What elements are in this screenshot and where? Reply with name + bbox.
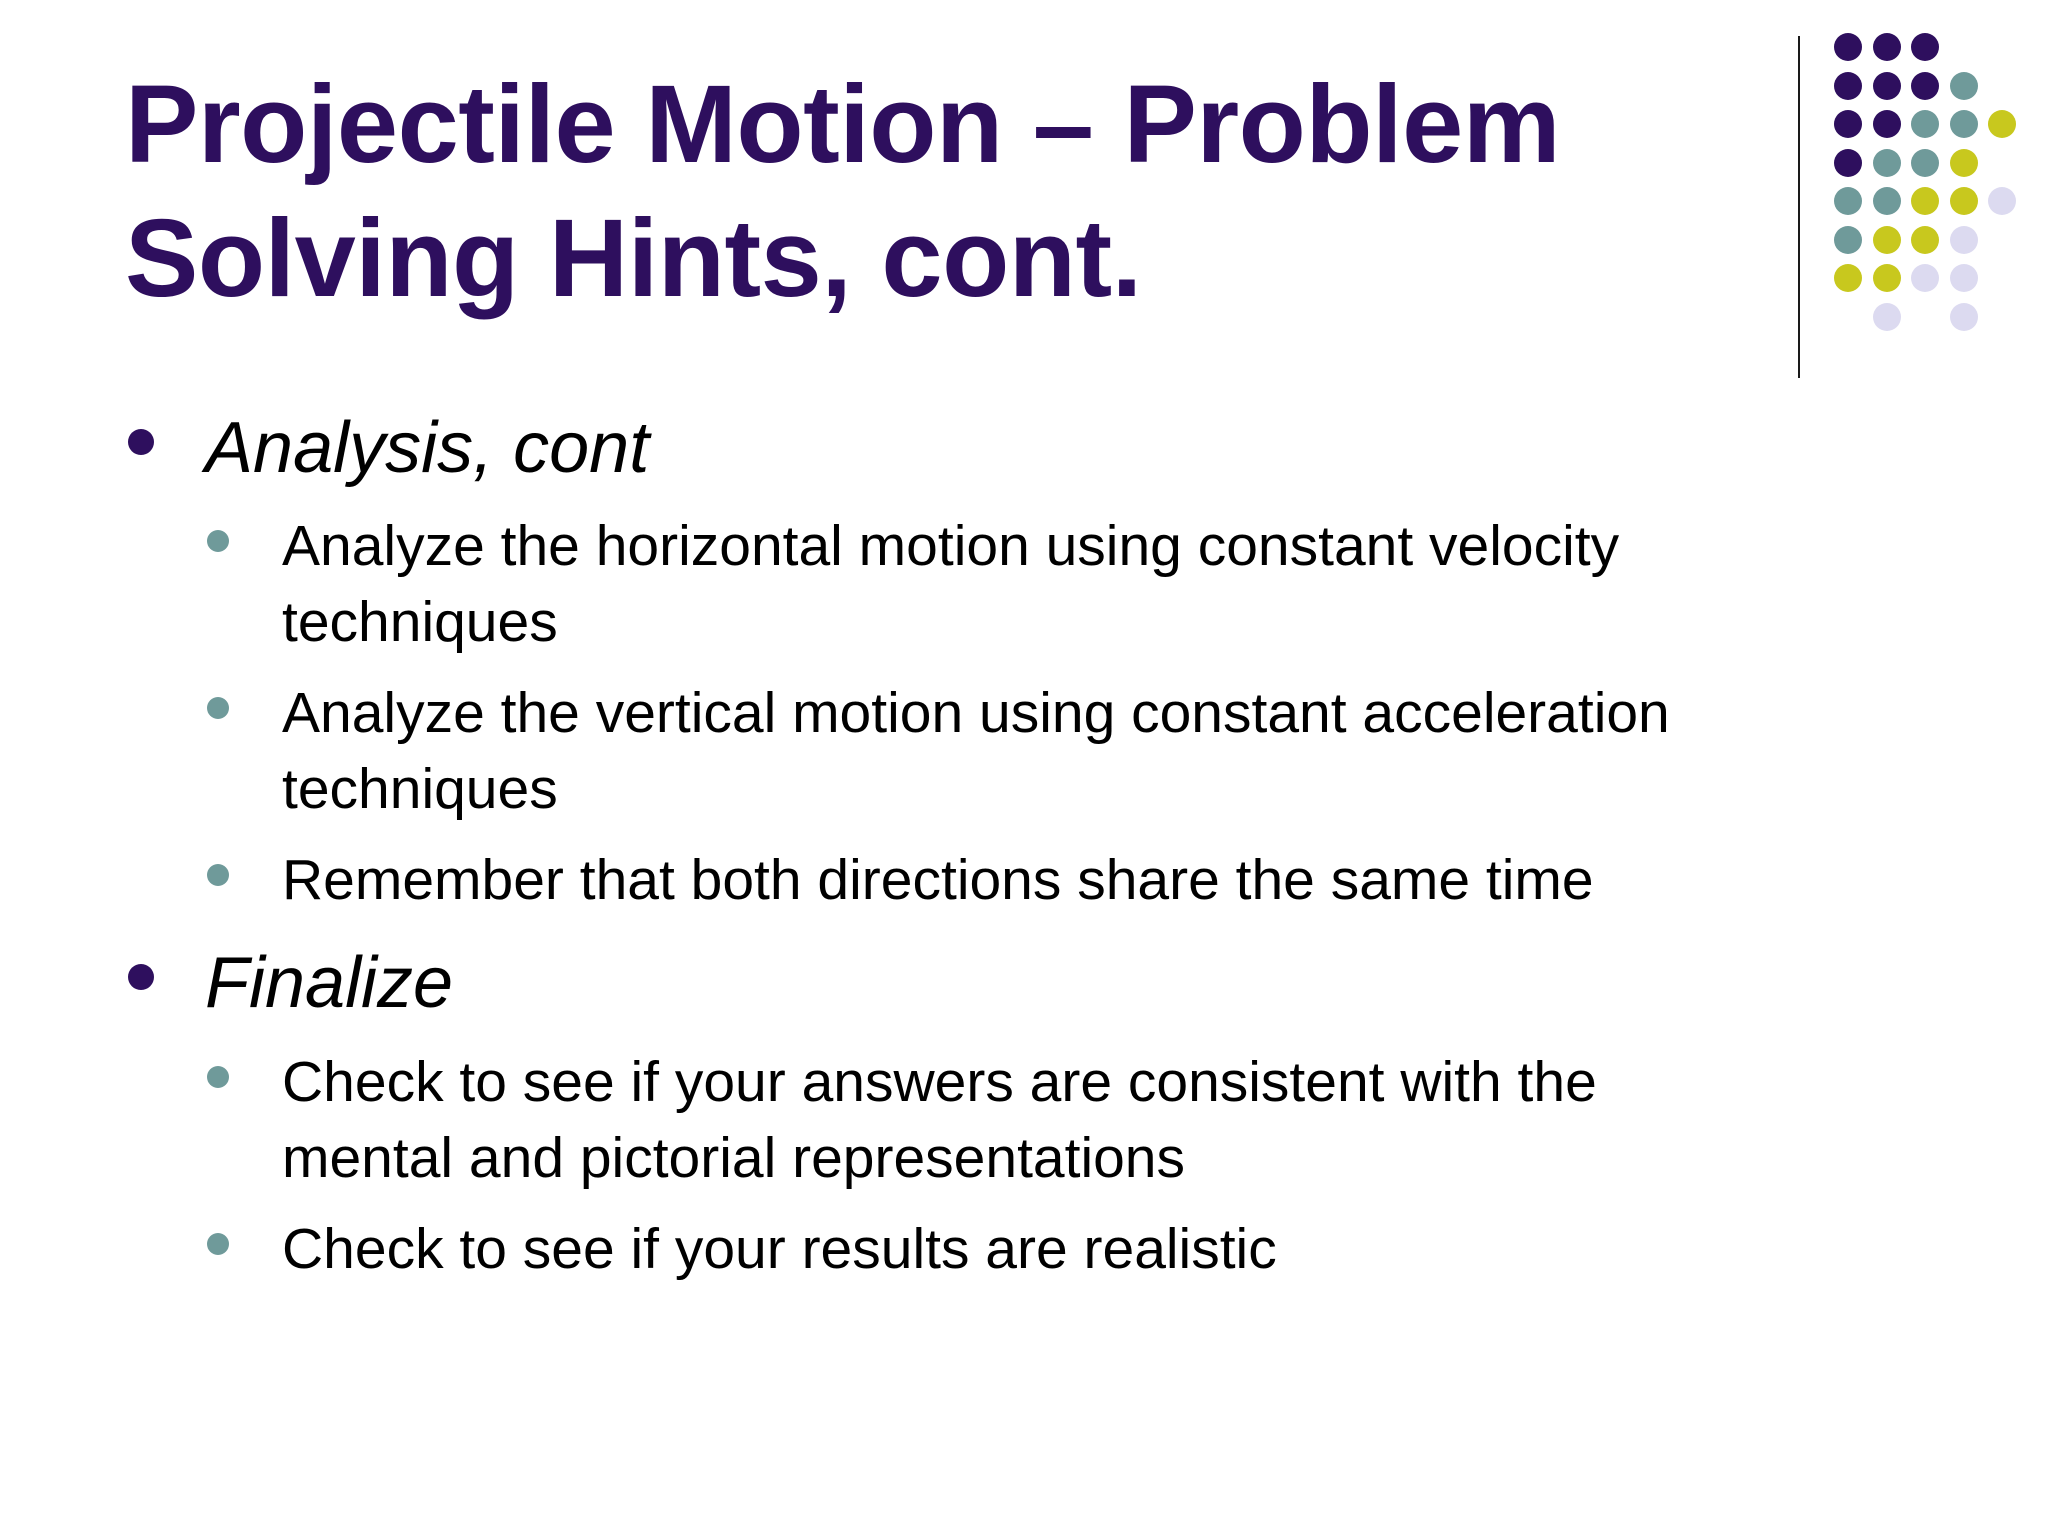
decorative-dot-icon xyxy=(1873,303,1901,331)
decorative-dot-icon xyxy=(1873,264,1901,292)
bullet-primary-icon xyxy=(128,964,154,990)
decorative-dot-icon xyxy=(1911,149,1939,177)
decorative-dot-icon xyxy=(1911,226,1939,254)
decorative-dot-icon xyxy=(1950,72,1978,100)
decorative-dot-icon xyxy=(1873,72,1901,100)
decorative-dot-icon xyxy=(1873,33,1901,61)
list-item xyxy=(282,675,1842,827)
decorative-dot-icon xyxy=(1873,226,1901,254)
decorative-dot-icon xyxy=(1834,187,1862,215)
decorative-dot-icon xyxy=(1834,149,1862,177)
decorative-dot-icon xyxy=(1950,110,1978,138)
decorative-dot-icon xyxy=(1834,264,1862,292)
decorative-dot-icon xyxy=(1873,110,1901,138)
decorative-dot-icon xyxy=(1950,226,1978,254)
decorative-dot-icon xyxy=(1988,110,2016,138)
bullet-secondary-icon xyxy=(207,530,229,552)
decorative-dot-icon xyxy=(1834,33,1862,61)
list-item-line: mental and pictorial representations xyxy=(282,1126,1186,1190)
slide-title-line-1: Projectile Motion – Problem xyxy=(125,63,1561,186)
decorative-dot-icon xyxy=(1950,149,1978,177)
list-item xyxy=(282,1211,1842,1287)
list-item-line: techniques xyxy=(282,590,558,654)
list-item-line: Analyze the vertical motion using constant acceleration xyxy=(282,681,1670,745)
list-item xyxy=(282,1044,1842,1196)
decorative-dot-icon xyxy=(1911,110,1939,138)
decorative-dot-icon xyxy=(1873,187,1901,215)
decorative-dot-icon xyxy=(1950,264,1978,292)
slide-title-line-2: Solving Hints, cont. xyxy=(125,197,1142,320)
bullet-secondary-icon xyxy=(207,1233,229,1255)
decorative-dot-icon xyxy=(1950,303,1978,331)
list-item-line: techniques xyxy=(282,757,558,821)
decorative-dot-icon xyxy=(1988,187,2016,215)
list-item-line: Remember that both directions share the same time xyxy=(282,848,1594,912)
list-item xyxy=(282,842,1842,918)
decorative-dot-icon xyxy=(1834,226,1862,254)
decorative-dot-grid xyxy=(0,0,2048,400)
decorative-dot-icon xyxy=(1873,149,1901,177)
bullet-secondary-icon xyxy=(207,697,229,719)
decorative-dot-icon xyxy=(1911,72,1939,100)
decorative-dot-icon xyxy=(1911,264,1939,292)
section-heading-finalize: Finalize xyxy=(205,943,454,1023)
bullet-secondary-icon xyxy=(207,1066,229,1088)
decorative-dot-icon xyxy=(1911,187,1939,215)
decorative-dot-icon xyxy=(1834,72,1862,100)
list-item-line: Analyze the horizontal motion using constant velocity xyxy=(282,514,1620,578)
decorative-dot-icon xyxy=(1911,33,1939,61)
section-heading-analysis: Analysis, cont xyxy=(205,408,650,488)
decorative-dot-icon xyxy=(1950,187,1978,215)
bullet-primary-icon xyxy=(128,429,154,455)
list-item xyxy=(282,508,1842,660)
list-item-line: Check to see if your answers are consistent with the xyxy=(282,1050,1597,1114)
bullet-secondary-icon xyxy=(207,864,229,886)
decorative-dot-icon xyxy=(1834,110,1862,138)
list-item-line: Check to see if your results are realistic xyxy=(282,1217,1277,1281)
